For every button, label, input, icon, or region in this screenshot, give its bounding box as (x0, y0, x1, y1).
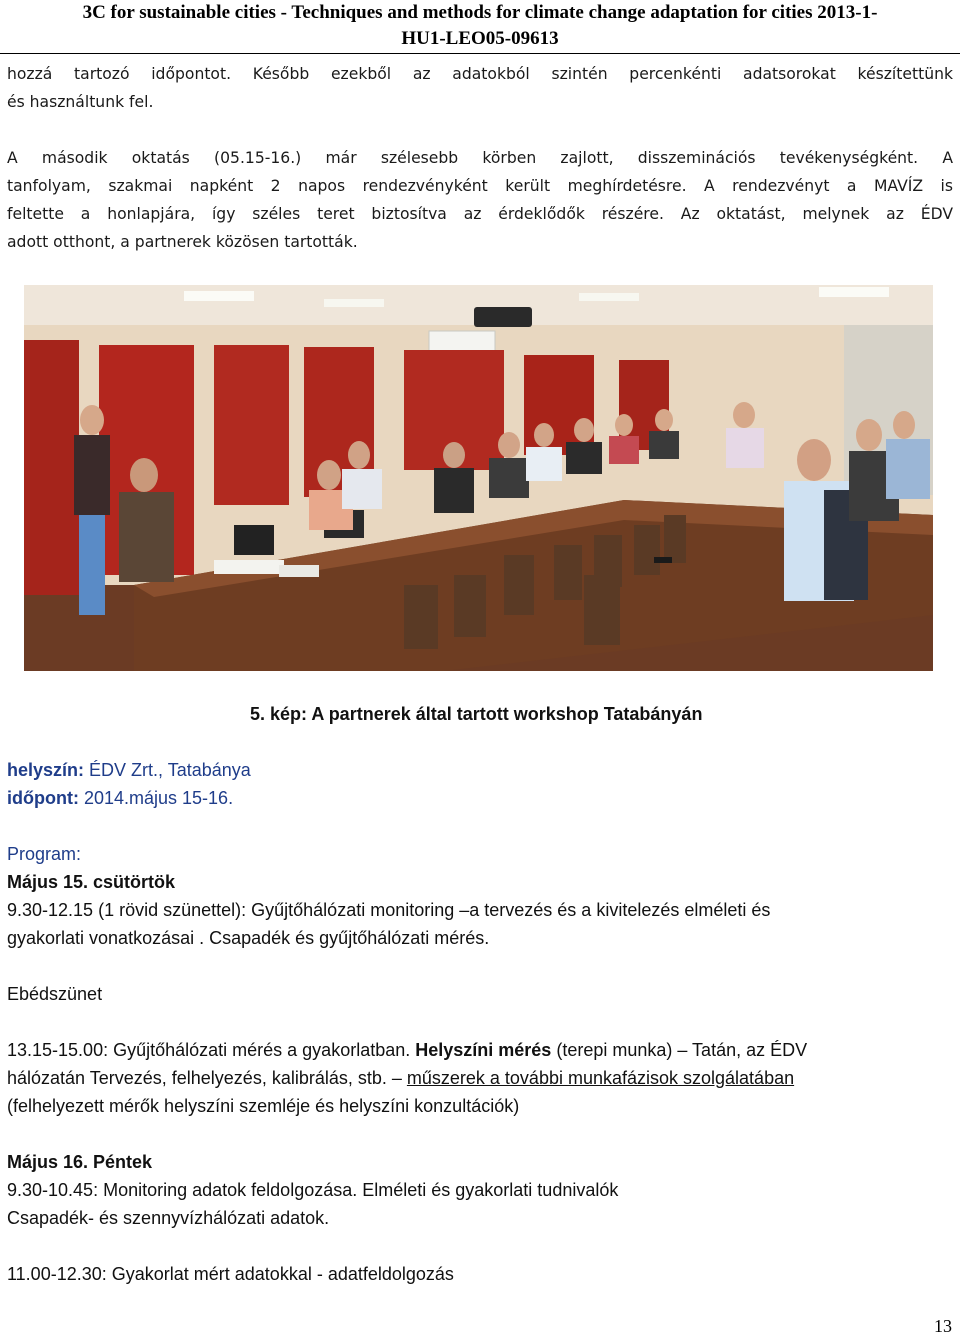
date-label: időpont: (7, 788, 79, 808)
day1-lunch: Ebédszünet (7, 984, 103, 1004)
intro-paragraph (7, 60, 953, 116)
day1-title: Május 15. csütörtök (7, 872, 176, 892)
day2-session1-line2: Csapadék- és szennyvízhálózati adatok. (7, 1208, 330, 1228)
document-header (0, 0, 960, 52)
second-training-paragraph (7, 144, 953, 256)
header-title-line-1: 3C for sustainable cities - Techniques and methods for climate change adaptation for cities 2013-1- (82, 2, 878, 23)
location-value: ÉDV Zrt., Tatabánya (84, 760, 251, 780)
day1-session2-bold: Helyszíni mérés (415, 1040, 552, 1060)
location-label: helyszín: (7, 760, 85, 780)
second-line-1: A második oktatás (05.15-16.) már szélesebb körben zajlott, disszeminációs tevékenységként. A (7, 149, 953, 167)
second-line-2: tanfolyam, szakmai napként 2 napos rendezvényként került meghírdetésre. A rendezvényt a MAVÍZ is (7, 177, 953, 195)
day1-session2-post: (terepi munka) – Tatán, az ÉDV (551, 1040, 808, 1060)
page-number: 13 (934, 1316, 952, 1336)
intro-line-1: hozzá tartozó időpontot. Később ezekből az adatokból szintén percenkénti adatsorokat készítettünk (7, 65, 953, 83)
day1-session1-line1: 9.30-12.15 (1 rövid szünettel): Gyűjtőhálózati monitoring –a tervezés és a kivitelezés elméleti és (7, 900, 771, 920)
location-line (7, 756, 251, 784)
day1-session2-pre: 13.15-15.00: Gyűjtőhálózati mérés a gyakorlatban. (7, 1040, 416, 1060)
workshop-photo (24, 285, 933, 671)
photo-caption: 5. kép: A partnerek által tartott workshop Tatabányán (250, 704, 703, 724)
second-line-4: adott otthont, a partnerek közösen tartották. (7, 233, 358, 251)
day1-session1-line2: gyakorlati vonatkozásai . Csapadék és gyűjtőhálózati mérés. (7, 928, 490, 948)
program-label: Program: (7, 844, 82, 864)
header-divider (0, 53, 960, 54)
intro-line-2: és használtunk fel. (7, 93, 154, 111)
day1-session2-line1 (7, 1036, 807, 1064)
day1-session2-line2-underlined: műszerek a további munkafázisok szolgálatában (406, 1068, 795, 1088)
second-line-3: feltette a honlapjára, így széles teret biztosítva az érdeklődők részére. Az oktatást, melynek az ÉDV (7, 205, 953, 223)
header-title-line-2: HU1-LEO05-09613 (401, 28, 559, 49)
day1-session2-line2-pre: hálózatán Tervezés, felhelyezés, kalibrálás, stb. – (7, 1068, 407, 1088)
day2-session1-line1: 9.30-10.45: Monitoring adatok feldolgozása. Elméleti és gyakorlati tudnivalók (7, 1180, 619, 1200)
date-value: 2014.május 15-16. (78, 788, 234, 808)
day2-title: Május 16. Péntek (7, 1152, 153, 1172)
day1-session2-line2 (7, 1064, 794, 1092)
day1-session2-line3: (felhelyezett mérők helyszíni szemléje és helyszíni konzultációk) (7, 1096, 520, 1116)
day2-session2: 11.00-12.30: Gyakorlat mért adatokkal - adatfeldolgozás (7, 1264, 454, 1284)
date-line (7, 784, 233, 812)
